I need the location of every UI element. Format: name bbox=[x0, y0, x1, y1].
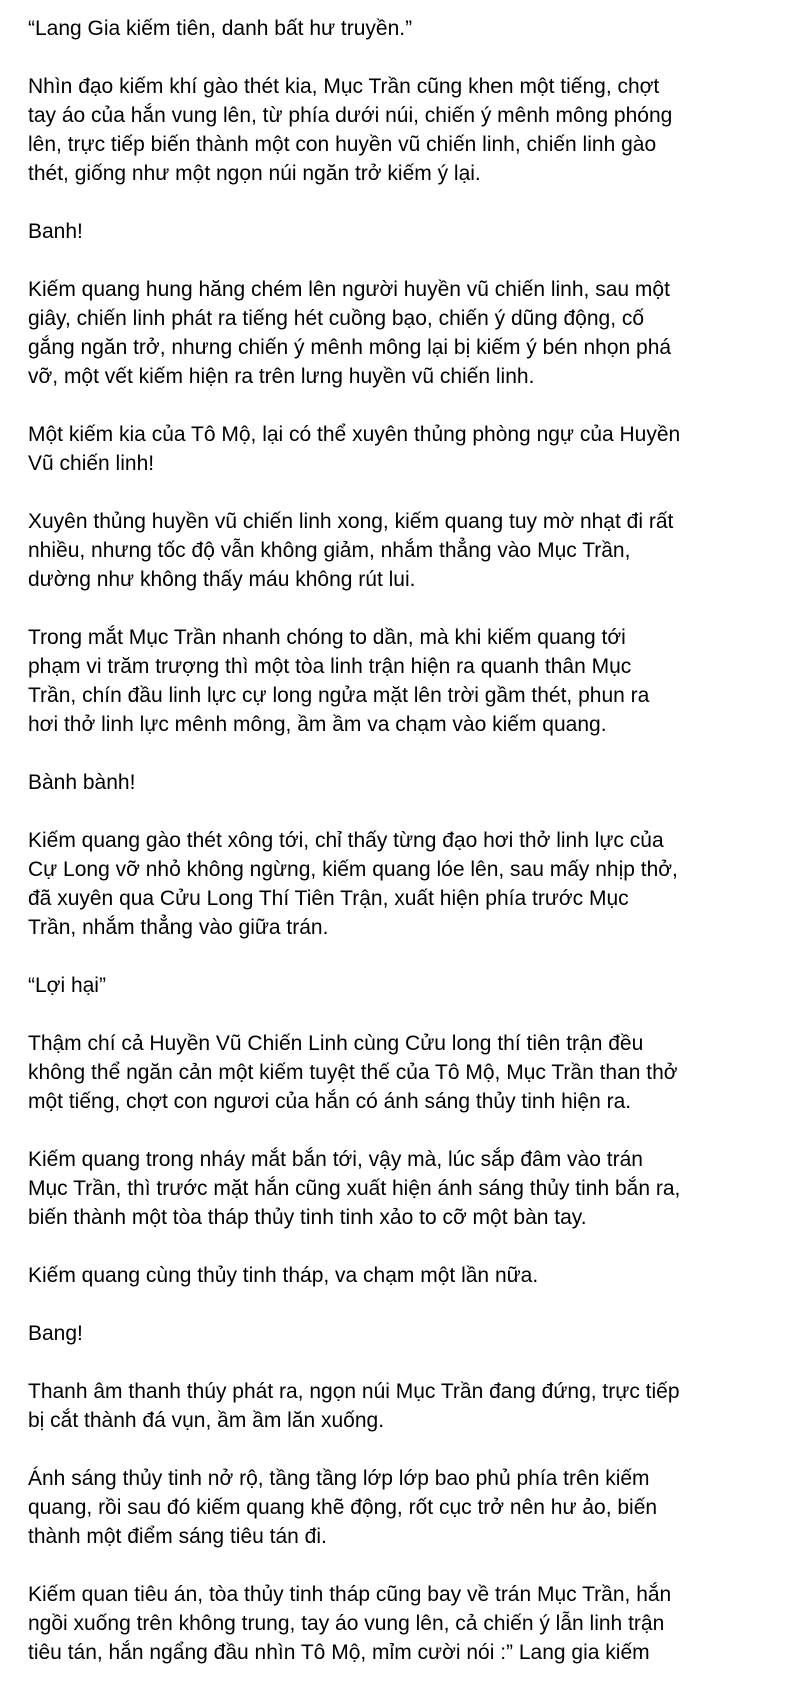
paragraph bbox=[28, 507, 780, 594]
paragraph bbox=[28, 1580, 780, 1667]
text-line: tay áo của hắn vung lên, từ phía dưới núi, chiến ý mênh mông phóng bbox=[28, 104, 673, 127]
paragraph bbox=[28, 1261, 780, 1290]
text-line: Mục Trần, thì trước mặt hắn cũng xuất hiện ánh sáng thủy tinh bắn ra, bbox=[28, 1177, 681, 1200]
text-line: Một kiếm kia của Tô Mộ, lại có thể xuyên thủng phòng ngự của Huyền bbox=[28, 423, 681, 446]
text-line: Kiếm quang gào thét xông tới, chỉ thấy từng đạo hơi thở linh lực của bbox=[28, 829, 664, 852]
text-line: Nhìn đạo kiếm khí gào thét kia, Mục Trần cũng khen một tiếng, chợt bbox=[28, 75, 660, 98]
text-line: hơi thở linh lực mênh mông, ầm ầm va chạm vào kiếm quang. bbox=[28, 713, 607, 736]
text-line: “Lợi hại” bbox=[28, 974, 106, 997]
text-line: Bang! bbox=[28, 1322, 83, 1345]
text-line: gắng ngăn trở, nhưng chiến ý mênh mông lại bị kiếm ý bén nhọn phá bbox=[28, 336, 672, 359]
text-line: phạm vi trăm trượng thì một tòa linh trận hiện ra quanh thân Mục bbox=[28, 655, 632, 678]
text-line: Thậm chí cả Huyền Vũ Chiến Linh cùng Cửu long thí tiên trận đều bbox=[28, 1032, 644, 1055]
text-line: thành một điểm sáng tiêu tán đi. bbox=[28, 1525, 327, 1548]
text-line: thét, giống như một ngọn núi ngăn trở kiếm ý lại. bbox=[28, 162, 481, 185]
text-line: Trần, nhắm thẳng vào giữa trán. bbox=[28, 916, 329, 939]
paragraph bbox=[28, 275, 780, 391]
text-line: Kiếm quang hung hăng chém lên người huyền vũ chiến linh, sau một bbox=[28, 278, 670, 301]
text-line: Thanh âm thanh thúy phát ra, ngọn núi Mục Trần đang đứng, trực tiếp bbox=[28, 1380, 680, 1403]
paragraph bbox=[28, 826, 780, 942]
text-line: “Lang Gia kiếm tiên, danh bất hư truyền.” bbox=[28, 17, 413, 40]
text-line: Cự Long vỡ nhỏ không ngừng, kiếm quang lóe lên, sau mấy nhịp thở, bbox=[28, 858, 678, 881]
text-line: tiêu tán, hắn ngẩng đầu nhìn Tô Mộ, mỉm cười nói :” Lang gia kiếm bbox=[28, 1641, 650, 1664]
text-line: Trong mắt Mục Trần nhanh chóng to dần, mà khi kiếm quang tới bbox=[28, 626, 626, 649]
text-line: bị cắt thành đá vụn, ầm ầm lăn xuống. bbox=[28, 1409, 385, 1432]
text-line: Vũ chiến linh! bbox=[28, 452, 155, 475]
text-line: biến thành một tòa tháp thủy tinh tinh xảo to cỡ một bàn tay. bbox=[28, 1206, 587, 1229]
paragraph bbox=[28, 1464, 780, 1551]
text-line: Kiếm quang cùng thủy tinh tháp, va chạm một lần nữa. bbox=[28, 1264, 539, 1287]
text-line: lên, trực tiếp biến thành một con huyền vũ chiến linh, chiến linh gào bbox=[28, 133, 657, 156]
text-line: Trần, chín đầu linh lực cự long ngửa mặt lên trời gầm thét, phun ra bbox=[28, 684, 650, 707]
paragraph bbox=[28, 1145, 780, 1232]
text-line: nhiều, nhưng tốc độ vẫn không giảm, nhắm thẳng vào Mục Trần, bbox=[28, 539, 631, 562]
text-line: ngồi xuống trên không trung, tay áo vung lên, cả chiến ý lẫn linh trận bbox=[28, 1612, 665, 1635]
text-line: Kiếm quan tiêu án, tòa thủy tinh tháp cũng bay về trán Mục Trần, hắn bbox=[28, 1583, 672, 1606]
text-line: Banh! bbox=[28, 220, 83, 243]
paragraph bbox=[28, 1319, 780, 1348]
text-line: vỡ, một vết kiếm hiện ra trên lưng huyền vũ chiến linh. bbox=[28, 365, 535, 388]
paragraph bbox=[28, 217, 780, 246]
text-line: Kiếm quang trong nháy mắt bắn tới, vậy mà, lúc sắp đâm vào trán bbox=[28, 1148, 643, 1171]
paragraph bbox=[28, 971, 780, 1000]
text-line: Ánh sáng thủy tinh nở rộ, tầng tầng lớp lớp bao phủ phía trên kiếm bbox=[28, 1467, 650, 1490]
story-text bbox=[28, 14, 780, 1667]
paragraph bbox=[28, 14, 780, 43]
paragraph bbox=[28, 72, 780, 188]
paragraph bbox=[28, 420, 780, 478]
text-line: một tiếng, chợt con ngươi của hắn có ánh sáng thủy tinh hiện ra. bbox=[28, 1090, 632, 1113]
paragraph bbox=[28, 1029, 780, 1116]
text-line: không thể ngăn cản một kiếm tuyệt thế của Tô Mộ, Mục Trần than thở bbox=[28, 1061, 678, 1084]
text-line: Bành bành! bbox=[28, 771, 136, 794]
text-line: quang, rồi sau đó kiếm quang khẽ động, rốt cục trở nên hư ảo, biến bbox=[28, 1496, 658, 1519]
text-line: giây, chiến linh phát ra tiếng hét cuồng bạo, chiến ý dũng động, cố bbox=[28, 307, 645, 330]
text-line: đã xuyên qua Cửu Long Thí Tiên Trận, xuất hiện phía trước Mục bbox=[28, 887, 629, 910]
text-line: Xuyên thủng huyền vũ chiến linh xong, kiếm quang tuy mờ nhạt đi rất bbox=[28, 510, 674, 533]
paragraph bbox=[28, 623, 780, 739]
text-line: dường như không thấy máu không rút lui. bbox=[28, 568, 416, 591]
paragraph bbox=[28, 768, 780, 797]
paragraph bbox=[28, 1377, 780, 1435]
